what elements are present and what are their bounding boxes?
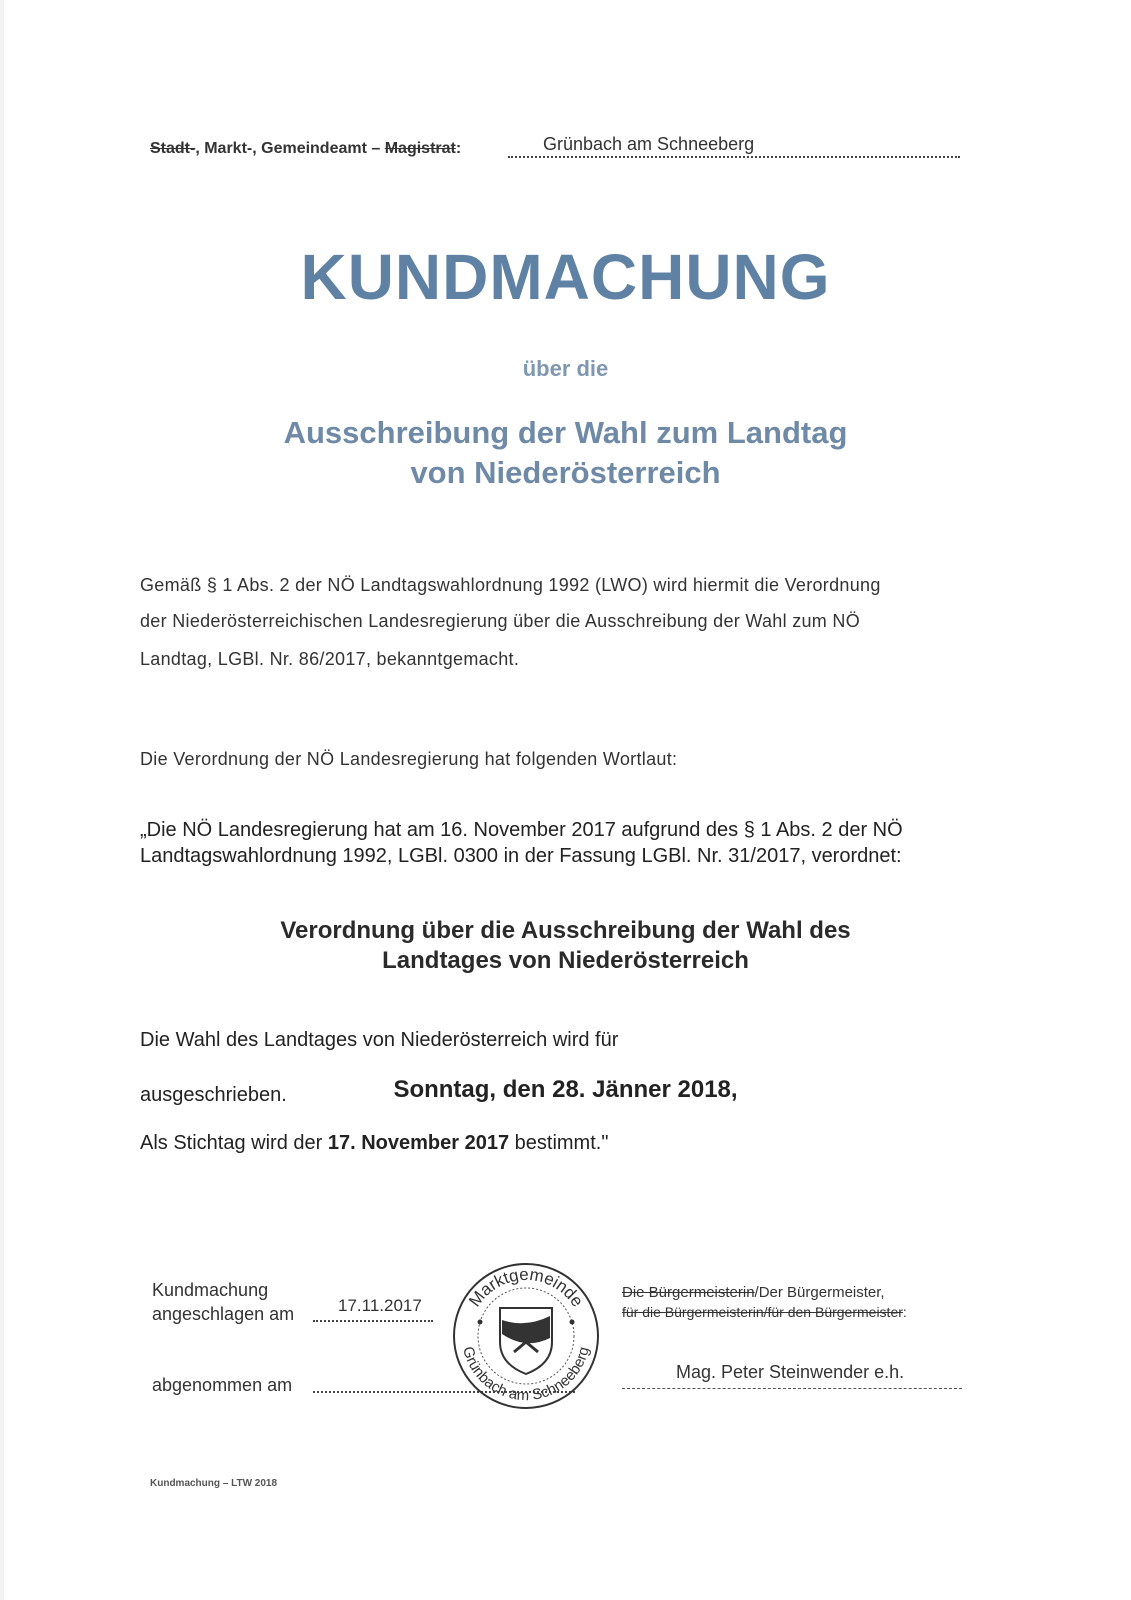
struck-title-female: Die Bürgermeisterin xyxy=(622,1284,755,1301)
intro-line-1: Gemäß § 1 Abs. 2 der NÖ Landtagswahlordnung 1992 (LWO) wird hiermit die Verordnung xyxy=(140,575,881,595)
header-dotted-line xyxy=(508,156,960,158)
seal-bottom-text: Grünbach am Schneeberg xyxy=(459,1344,593,1405)
office-header xyxy=(150,140,461,158)
page-title: KUNDMACHUNG xyxy=(300,241,831,313)
footer: Kundmachung – LTW 2018 xyxy=(150,1478,278,1489)
intro-line-2: der Niederösterreichischen Landesregierung über die Ausschreibung der Wahl zum NÖ xyxy=(140,611,861,631)
stichtag-suffix: bestimmt." xyxy=(509,1132,609,1154)
signature-line-2-colon: : xyxy=(902,1304,907,1320)
heading-line-2: von Niederösterreich xyxy=(410,455,721,490)
struck-deputy-title: für die Bürgermeisterin/für den Bürgermeister xyxy=(622,1304,903,1320)
removed-label: abgenommen am xyxy=(152,1375,293,1395)
stichtag-date: 17. November 2017 xyxy=(327,1132,510,1154)
signer-title: /Der Bürgermeister, xyxy=(754,1284,885,1301)
election-date: Sonntag, den 28. Jänner 2018, xyxy=(393,1076,738,1103)
posted-date: 17.11.2017 xyxy=(338,1296,422,1315)
office-type-text: , Markt-, Gemeindeamt – xyxy=(195,140,385,157)
seal-dot-right xyxy=(570,1320,575,1325)
seal-top-text: Marktgemeinde xyxy=(465,1264,588,1311)
election-intro: Die Wahl des Landtages von Niederösterreich wird für xyxy=(140,1029,619,1051)
intro-line-3: Landtag, LGBl. Nr. 86/2017, bekanntgemacht. xyxy=(140,649,520,669)
subtitle: über die xyxy=(522,356,609,381)
signature-line-2 xyxy=(622,1304,907,1320)
election-outro: ausgeschrieben. xyxy=(140,1084,287,1106)
stichtag-sentence xyxy=(140,1132,608,1155)
quote-line-1: „Die NÖ Landesregierung hat am 16. November 2017 aufgrund des § 1 Abs. 2 der NÖ xyxy=(140,819,903,841)
signer-name: Mag. Peter Steinwender e.h. xyxy=(676,1362,905,1382)
municipality-name: Grünbach am Schneeberg xyxy=(543,134,755,154)
seal-dot-left xyxy=(478,1320,483,1325)
posted-date-line xyxy=(313,1320,433,1322)
quote-line-2: Landtagswahlordnung 1992, LGBl. 0300 in der Fassung LGBl. Nr. 31/2017, verordnet: xyxy=(140,845,902,867)
posting-label-1: Kundmachung xyxy=(152,1280,269,1300)
posting-label-2: angeschlagen am xyxy=(152,1304,295,1324)
stichtag-prefix: Als Stichtag wird der xyxy=(140,1132,328,1154)
signature-line-1 xyxy=(622,1284,885,1301)
wording-intro: Die Verordnung der NÖ Landesregierung hat folgenden Wortlaut: xyxy=(140,749,678,769)
signature-line xyxy=(622,1388,962,1389)
municipal-seal xyxy=(450,1260,602,1412)
heading-line-1: Ausschreibung der Wahl zum Landtag xyxy=(283,415,848,450)
struck-office-type-2: Magistrat xyxy=(384,140,456,157)
decree-title-line-2: Landtages von Niederösterreich xyxy=(382,947,749,974)
header-colon: : xyxy=(455,140,462,157)
struck-office-type-1: Stadt- xyxy=(150,140,196,157)
decree-title-line-1: Verordnung über die Ausschreibung der Wahl des xyxy=(280,917,851,944)
